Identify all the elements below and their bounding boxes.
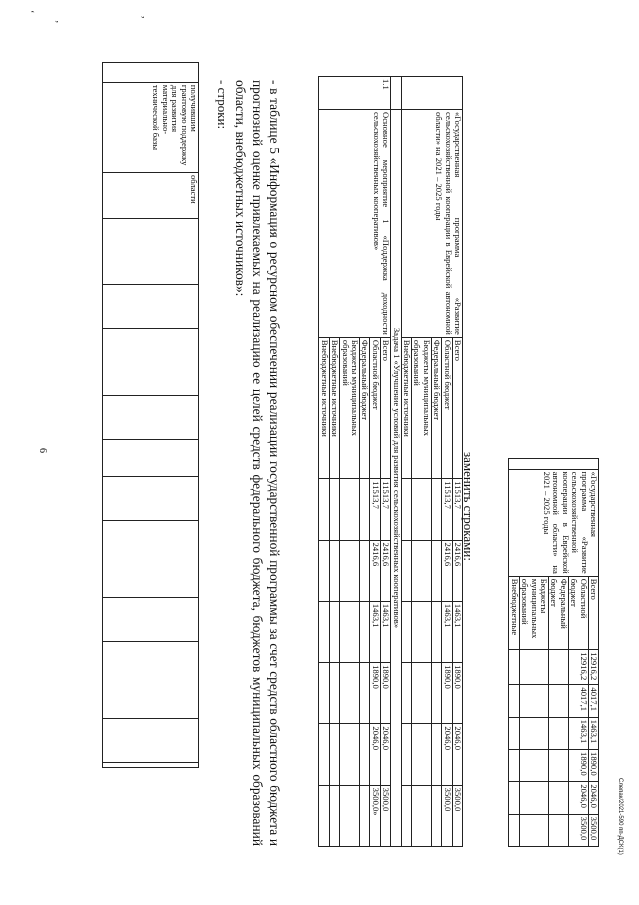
scan-mark: ‘ [24,10,35,14]
source-label: Бюджеты муниципальных образований [340,337,360,478]
source-label: Федеральный бюджет [548,576,568,650]
source-label: Бюджеты муниципальных образований [519,576,548,650]
scan-mark: ‚ [54,20,65,24]
source-label: Бюджеты муниципальных образований [411,337,431,478]
source-label: Областной бюджет [568,576,588,650]
replace-label: заменить строками: [461,452,476,561]
source-label: Областной бюджет [370,337,380,478]
top-table-text: получившим грантовую поддержку для развития материально-технической базы [103,82,199,172]
top-region-col: области [103,172,199,218]
page-number: 6 [37,448,48,453]
main-table: «Государственная программа «Развитие сельскохозяйственной кооперации в Еврейской автономной области» на 2021 – 2025 годы Всего 11513,7 2416,6 1463,1 1890,0 2046,0 3500,0 Областной бюджет 11513,7 2416,6 1463,1 1890,0 2046,0 3500,0 Федеральный бюджет Бюджеты муниципальных образований Внебюджетные источники Задача 1 «Улучшение условий для развития сельскохозяйственных кооперативов» 1.1 Основное мероприятие 1 «Поддержка доходности сельскохозяйственных кооперативов» Всего 11513,7 2416,6 1463,1 1890,0 2046,0 3500,0 Областной бюджет 11513,7 2416,6 1463,1 1890,0 2046,0 3500,0» Федеральный бюджет Бюджеты муниципальных образований Внебюджетные источники Внебюджетные источники [318,76,463,847]
info-paragraph: - в таблице 5 «Информация о ресурсном обеспечении реализации государственной программы за счет средств областного бюджета и прогнозной оценке привлекаемых на реализацию ее целей средств федерального бюджета, бюджетов муниципальных образований области, внебюджетных источников»: [233,80,282,846]
row-number: 1.1 [319,77,391,110]
top-empty-cell [103,63,199,83]
source-label: Федеральный бюджет [431,337,441,478]
source-label: Всего [588,576,598,650]
program-name: «Государственная программа «Развитие сельскохозяйственной кооперации в Еврейской автономной области» на 2021 – 2025 годы [401,110,462,338]
value-total: 11513,7 [452,479,462,540]
program-name: «Государственная программа «Развитие сельскохозяйственной кооперации в Еврейской автономной области» на 2021 – 2025 годы [509,469,599,576]
task-row: Задача 1 «Улучшение условий для развития сельскохозяйственных кооперативов» [391,110,401,847]
source-label: Внебюджетные [509,576,519,650]
source-label: Внебюджетные источники [401,337,411,478]
source-label: Федеральный бюджет [359,337,369,478]
event-name: Основное мероприятие 1 «Поддержка доходности сельскохозяйственных кооперативов» [319,110,391,338]
source-label: Внебюджетные источники [329,337,339,478]
source-label: Всего [380,337,390,478]
scan-mark: , [140,16,151,19]
rows-label: - строки: [215,80,230,130]
source-label: Внебюджетные источники [319,337,329,478]
source-label: Областной бюджет [442,337,452,478]
footer-code: Слепак/2021-590 пп-ДСК(1) [617,778,623,855]
source-label: Всего [452,337,462,478]
replacement-table: «Государственная программа «Развитие сельскохозяйственной кооперации в Еврейской автономной области» на 2021 – 2025 годы Всего 12916,2 4017,1 1463,1 1890,0 2046,0 3500,0 Областной бюджет 12916,2 4017,1 1463,1 1890,0 2046,0 3500,0 Федеральный бюджет Бюджеты муниципальных образований Внебюджетные [508,458,599,847]
top-table [102,62,199,768]
